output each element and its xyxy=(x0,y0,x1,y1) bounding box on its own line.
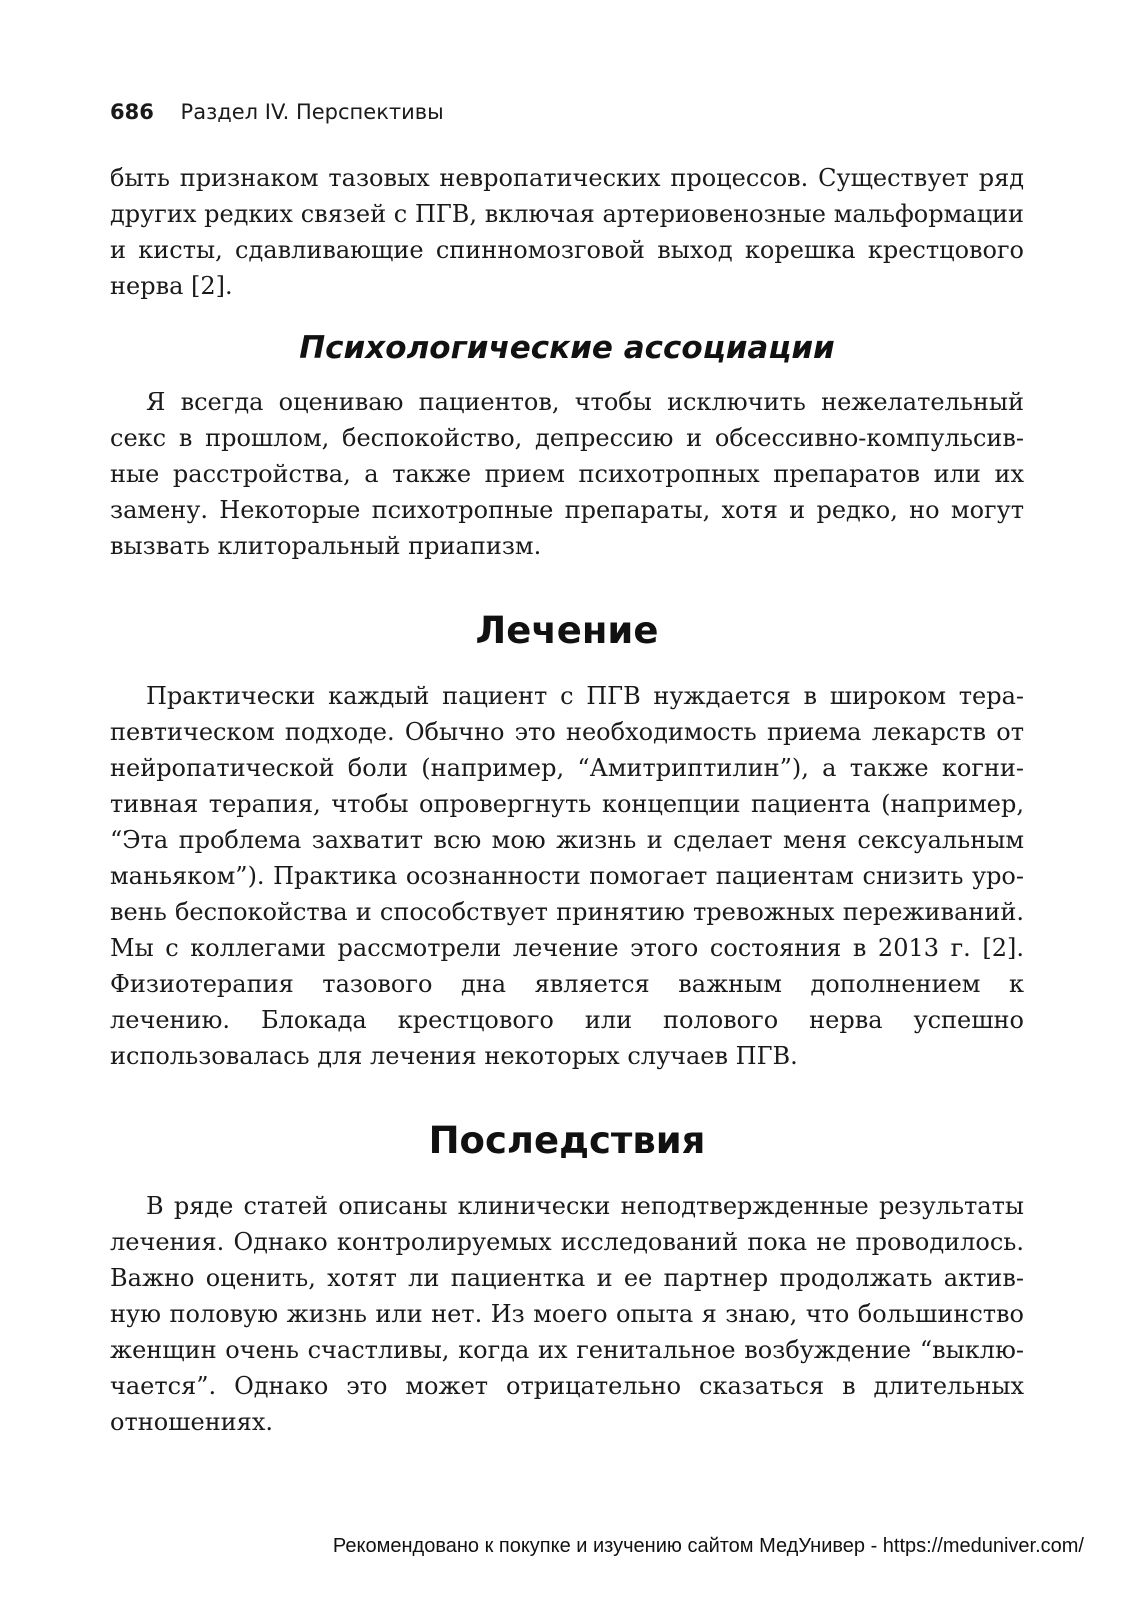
paragraph-treatment: Практически каждый пациент с ПГВ нуждается в широком терапевтическом подходе. Обычно это необходимость приема лекарств от нейропатической боли (например, “Амитриптилин”), а также когнитивная терапия, чтобы опровергнуть концепции пациента (например, “Эта проблема захватит всю мою жизнь и сделает меня сексуальным маньяком”). Практика осознанности помогает пациентам снизить уровень беспокойства и способствует принятию тревожных переживаний. Мы с коллегами рассмотрели лечение этого состояния в 2013 г. [2]. Физиотерапия тазового дна является важным дополнением к лечению. Блокада крестцового или полового нерва успешно использовалась для лечения некоторых случаев ПГВ. xyxy=(110,682,1024,1070)
page-body xyxy=(110,160,1024,1440)
heading-treatment: Лечение xyxy=(475,609,659,652)
page-number: 686 xyxy=(110,100,154,124)
heading-consequences: Последствия xyxy=(428,1119,706,1162)
footer-watermark: Рекомендовано к покупке и изучению сайтом МедУнивер - https://meduniver.com/ xyxy=(332,1535,1084,1557)
paragraph-consequences: В ряде статей описаны клинически неподтвержденные результаты лечения. Однако контролируемых исследований пока не проводилось. Важно оценить, хотят ли пациентка и ее партнер продолжать активную половую жизнь или нет. Из моего опыта я знаю, что большинство женщин очень счастливы, когда их генитальное возбуждение “выключается”. Однако это может отрицательно сказаться в длительных отношениях. xyxy=(110,1192,1024,1436)
paragraph-psychological-associations: Я всегда оцениваю пациентов, чтобы исключить нежелательный секс в прошлом, беспокойство, депрессию и обсессивно-компульсивные расстройства, а также прием психотропных препаратов или их замену. Некоторые психотропные препараты, хотя и редко, но могут вызвать клиторальный приапизм. xyxy=(110,388,1024,560)
heading-psychological-associations: Психологические ассоциации xyxy=(299,330,835,366)
running-head xyxy=(110,100,444,124)
section-title: Раздел IV. Перспективы xyxy=(180,100,444,124)
paragraph-intro: быть признаком тазовых невропатических процессов. Существует ряд других редких связей с ПГВ, включая артериовенозные мальформации и кисты, сдавливающие спинномозговой выход корешка крестцового нерва [2]. xyxy=(110,164,1024,300)
